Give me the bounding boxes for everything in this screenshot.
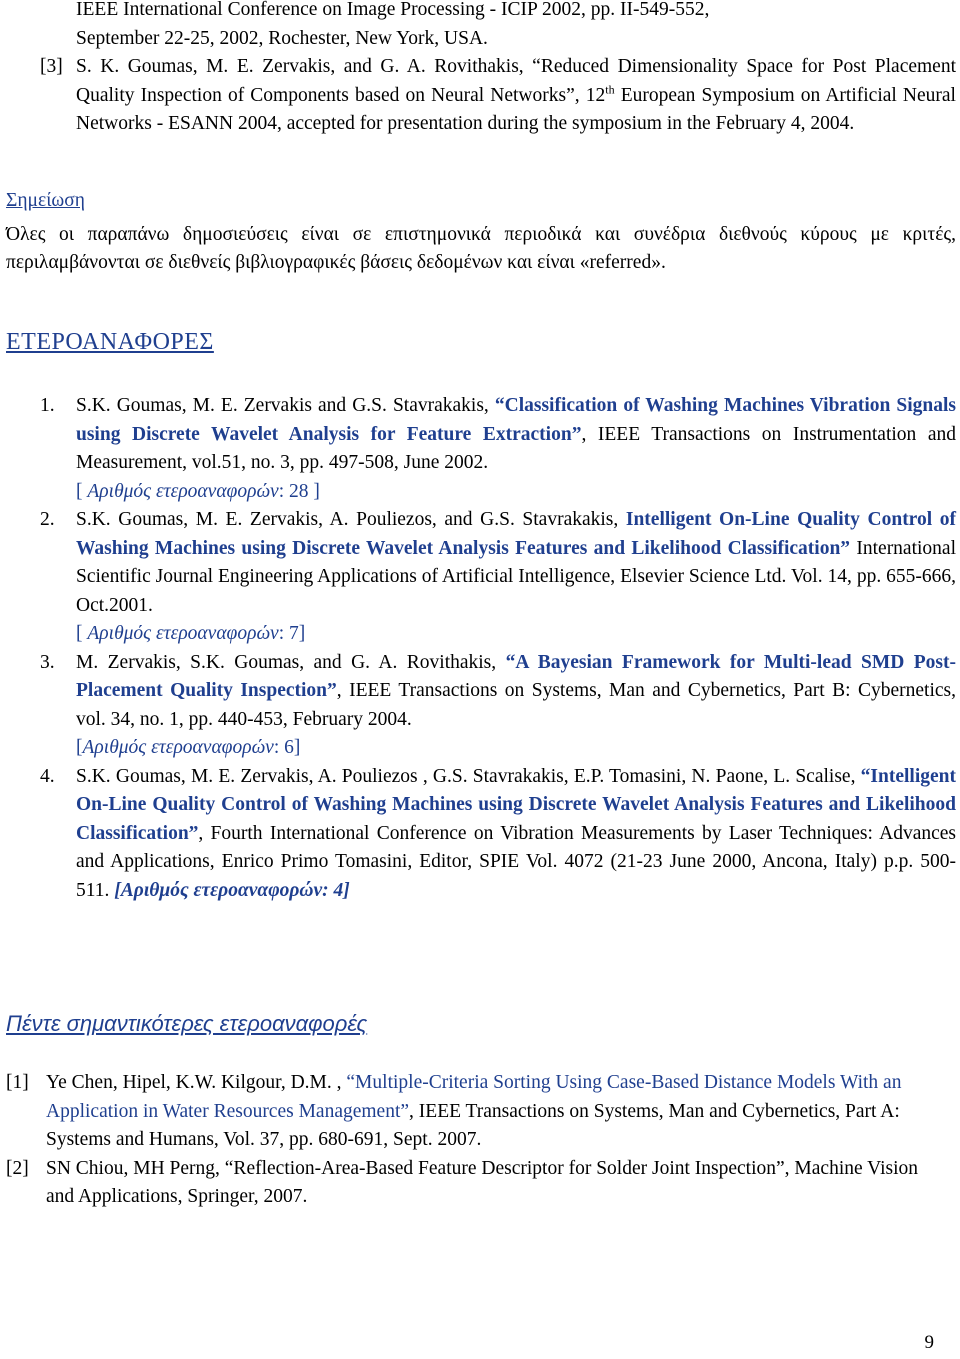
citation-count: [Αριθμός ετεροαναφορών: 4]: [114, 879, 350, 901]
citation-count: [76, 623, 305, 644]
previous-reference-continuation: [76, 0, 956, 53]
citation-text: [46, 1069, 934, 1155]
citation-item: [40, 392, 956, 506]
citation-title: “Classification of Washing Machines Vibration Signals using Discrete Wavelet Analysis for Feature Extraction”: [76, 395, 956, 445]
reference-line: IEEE International Conference on Image Processing - ICIP 2002, pp. II-549-552,: [76, 0, 710, 20]
superscript: th: [605, 82, 615, 96]
citation-authors: Ye Chen, Hipel, K.W. Kilgour, D.M. ,: [46, 1072, 347, 1093]
reference-3: [40, 53, 956, 139]
citation-authors: S.K. Goumas, M. E. Zervakis and G.S. Stavrakakis,: [76, 395, 495, 416]
page-number: 9: [924, 1331, 934, 1353]
important-citation-item: [6, 1069, 934, 1155]
important-citation-item: [6, 1155, 934, 1212]
citation-item: [40, 763, 956, 906]
citation-text: [76, 506, 956, 649]
citation-title: “Reflection-Area-Based Feature Descriptor for Solder Joint Inspection”: [224, 1157, 785, 1179]
citation-number: 4.: [40, 765, 55, 787]
reference-text-part: S. K. Goumas, M. E. Zervakis, and G. A. Rovithakis, “Reduced Dimensionality Space for Post Placement Quality Inspection of Components based on Neural Networks”, 12: [76, 56, 956, 106]
section-heading: ΕΤΕΡΟΑΝΑΦΟΡΕΣ: [6, 329, 214, 355]
citation-venue: , IEEE Transactions on Systems, Man and Cybernetics, Part A: Systems and Humans, Vol. 37, pp. 680-691, Sept. 2007.: [46, 1100, 900, 1150]
citation-venue: , Machine Vision and Applications, Springer, 2007.: [46, 1157, 919, 1207]
citation-authors: S.K. Goumas, M. E. Zervakis, A. Pouliezos, and G.S. Stavrakakis,: [76, 509, 626, 530]
citation-number: 2.: [40, 509, 55, 530]
count-value: : 6]: [273, 737, 301, 758]
citation-number: [1]: [6, 1072, 29, 1093]
citation-venue: , Fourth International Conference on Vibration Measurements by Laser Techniques: Advances and Applications, Enrico Primo Tomasini, Editor, SPIE Vol. 4072 (21-23 June 2000, Ancona, Italy) p.p. 500-511.: [76, 822, 956, 901]
count-label: Αριθμός ετεροαναφορών: [87, 480, 279, 502]
count-label: Αριθμός ετεροαναφορών: [87, 623, 279, 644]
citation-text: [76, 649, 956, 763]
citation-authors: SN Chiou, MH Perng,: [46, 1157, 225, 1179]
citation-count: [76, 737, 300, 758]
citation-title: Intelligent On-Line Quality Control of Washing Machines using Discrete Wavelet Analysis Features and Likelihood Classification”: [76, 509, 956, 559]
count-prefix: [: [76, 480, 88, 502]
count-prefix: [: [76, 623, 88, 644]
count-value: : 7]: [278, 623, 306, 644]
citation-text: [76, 392, 956, 506]
note-heading: Σημείωση: [6, 190, 85, 211]
citation-number: 1.: [40, 395, 55, 416]
citation-title: “A Bayesian Framework for Multi-lead SMD Post-Placement Quality Inspection”: [76, 651, 956, 701]
citations-list: [40, 392, 956, 905]
citation-venue: , IEEE Transactions on Systems, Man and Cybernetics, Part B: Cybernetics, vol. 34, no. 1, pp. 440-453, February 2004.: [76, 680, 956, 730]
citation-text: [46, 1155, 934, 1212]
citation-venue: International Scientific Journal Engineering Applications of Artificial Intelligence, Elsevier Science Ltd. Vol. 14, pp. 655-666, Oct.2001.: [76, 537, 956, 616]
count-value: : 28 ]: [278, 480, 320, 502]
citation-title: “Intelligent On-Line Quality Control of Washing Machines using Discrete Wavelet Analysis Features and Likelihood Classification”: [76, 765, 956, 844]
citation-count: [76, 481, 320, 502]
count-prefix: [: [76, 737, 83, 758]
citation-authors: S.K. Goumas, M. E. Zervakis, A. Pouliezos , G.S. Stavrakakis, E.P. Tomasini, N. Paone, L. Scalise,: [76, 765, 861, 787]
note-text: Όλες οι παραπάνω δημοσιεύσεις είναι σε επιστημονικά περιοδικά και συνέδρια διεθνούς κύρους με κριτές, περιλαμβάνονται σε διεθνείς βιβλιογραφικές βάσεις δεδομένων και είναι «referred».: [6, 223, 956, 273]
citation-item: [40, 649, 956, 763]
reference-line: September 22-25, 2002, Rochester, New York, USA.: [76, 27, 488, 49]
citation-number: 3.: [40, 651, 55, 673]
reference-text-part: European Symposium on Artificial Neural Networks - ESANN 2004, accepted for presentation during the symposium in the February 4, 2004.: [76, 84, 956, 134]
citation-text: [76, 763, 956, 906]
citation-title: “Multiple-Criteria Sorting Using Case-Based Distance Models With an Application in Water Resources Management”: [46, 1072, 902, 1122]
important-citations-heading: Πέντε σημαντικότερες ετεροαναφορές: [6, 1011, 368, 1036]
citation-authors: M. Zervakis, S.K. Goumas, and G. A. Rovithakis,: [76, 651, 506, 673]
note-section: [6, 187, 956, 278]
reference-number: [3]: [40, 56, 63, 77]
important-citations-list: [6, 1069, 934, 1212]
count-label: Αριθμός ετεροαναφορών: [82, 737, 274, 758]
citation-number: [2]: [6, 1157, 29, 1179]
reference-text: [76, 53, 956, 139]
citation-venue: , IEEE Transactions on Instrumentation and Measurement, vol.51, no. 3, pp. 497-508, June 2002.: [76, 423, 957, 473]
citation-item: [40, 506, 956, 649]
